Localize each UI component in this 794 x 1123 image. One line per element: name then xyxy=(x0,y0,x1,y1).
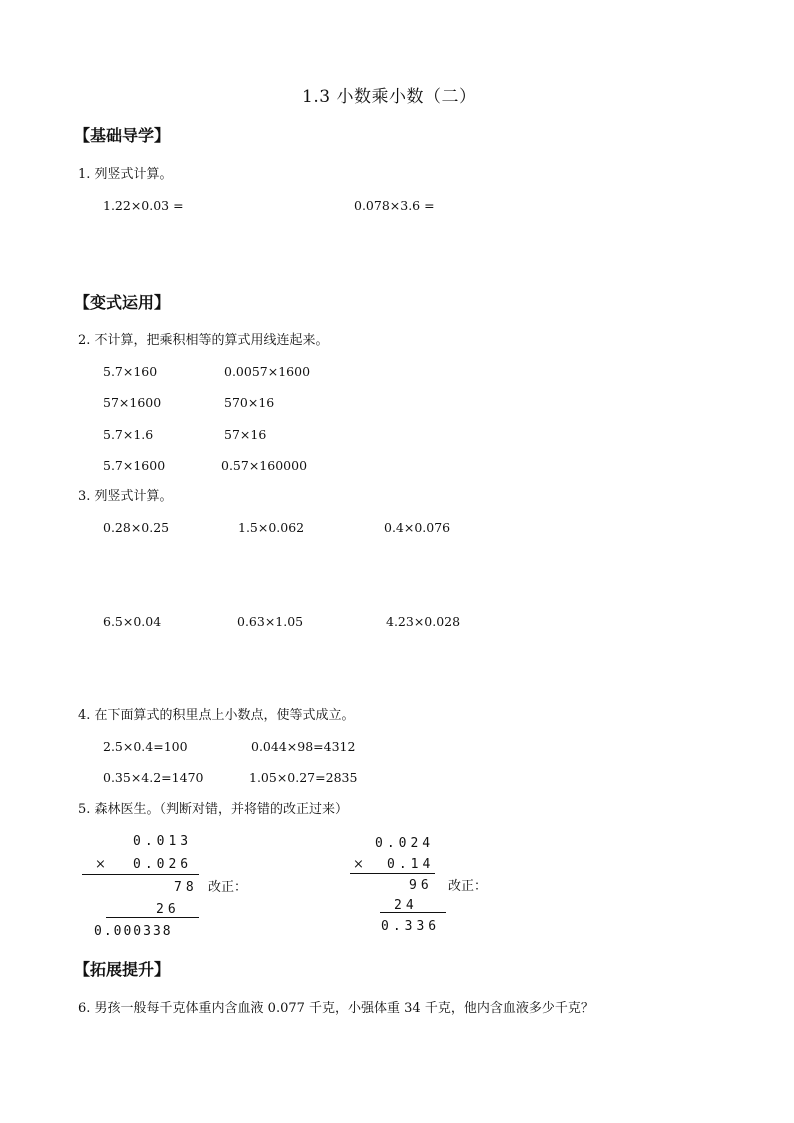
match-left-item: 57×1600 xyxy=(103,395,162,410)
question-3-item: 4.23×0.028 xyxy=(386,614,461,629)
question-1-item: 1.22×0.03 = xyxy=(103,198,184,213)
match-left-item: 5.7×160 xyxy=(103,364,158,379)
calc-1-top-number: 0.013 xyxy=(133,834,193,849)
match-right-item: 57×16 xyxy=(224,427,267,442)
question-3-prompt: 3. 列竖式计算。 xyxy=(78,489,173,504)
calc-1-result: 0.000338 xyxy=(94,924,173,939)
calc-2-rule xyxy=(350,873,435,874)
calc-1-rule xyxy=(106,917,199,918)
question-4-item: 0.044×98=4312 xyxy=(251,739,356,754)
match-right-item: 0.57×160000 xyxy=(221,458,308,473)
calc-1-partial-1: 78 xyxy=(174,880,198,895)
match-left-item: 5.7×1600 xyxy=(103,458,166,473)
question-4-item: 2.5×0.4=100 xyxy=(103,739,188,754)
page-title: 1.3 小数乘小数（二） xyxy=(302,87,477,107)
question-3-item: 0.28×0.25 xyxy=(103,520,170,535)
calc-2-partial-2: 24 xyxy=(394,898,418,913)
question-1-prompt: 1. 列竖式计算。 xyxy=(78,167,173,182)
question-3-item: 6.5×0.04 xyxy=(103,614,162,629)
question-4-item: 1.05×0.27=2835 xyxy=(249,770,358,785)
question-3-item: 0.4×0.076 xyxy=(384,520,451,535)
calc-2-rule xyxy=(380,912,446,913)
section-heading-extend: 【拓展提升】 xyxy=(74,960,171,979)
question-3-item: 1.5×0.062 xyxy=(238,520,305,535)
calc-1-correction-label: 改正： xyxy=(208,880,248,895)
calc-1-rule xyxy=(82,874,199,875)
section-heading-basic: 【基础导学】 xyxy=(74,126,171,145)
section-heading-variant: 【变式运用】 xyxy=(74,293,171,312)
question-3-item: 0.63×1.05 xyxy=(237,614,304,629)
calc-2-multiplier: 0.14 xyxy=(387,857,435,872)
calc-1-partial-2: 26 xyxy=(156,902,180,917)
match-right-item: 0.0057×1600 xyxy=(224,364,311,379)
question-2-prompt: 2. 不计算，把乘积相等的算式用线连起来。 xyxy=(78,333,329,348)
calc-2-operator: × xyxy=(353,857,364,872)
question-4-prompt: 4. 在下面算式的积里点上小数点，使等式成立。 xyxy=(78,708,355,723)
question-5-prompt: 5. 森林医生。（判断对错，并将错的改正过来） xyxy=(78,802,349,817)
calc-2-partial-1: 96 xyxy=(409,878,433,893)
question-4-item: 0.35×4.2=1470 xyxy=(103,770,204,785)
calc-1-multiplier: 0.026 xyxy=(133,857,193,872)
match-left-item: 5.7×1.6 xyxy=(103,427,154,442)
calc-1-operator: × xyxy=(95,857,106,872)
match-right-item: 570×16 xyxy=(224,395,275,410)
question-1-item: 0.078×3.6 = xyxy=(354,198,435,213)
calc-2-top-number: 0.024 xyxy=(375,836,435,851)
calc-2-correction-label: 改正： xyxy=(448,879,488,894)
question-6-prompt: 6. 男孩一般每千克体重内含血液 0.077 千克，小强体重 34 千克，他内含血液多少千克？ xyxy=(78,1001,594,1016)
calc-2-result: 0.336 xyxy=(381,919,441,934)
